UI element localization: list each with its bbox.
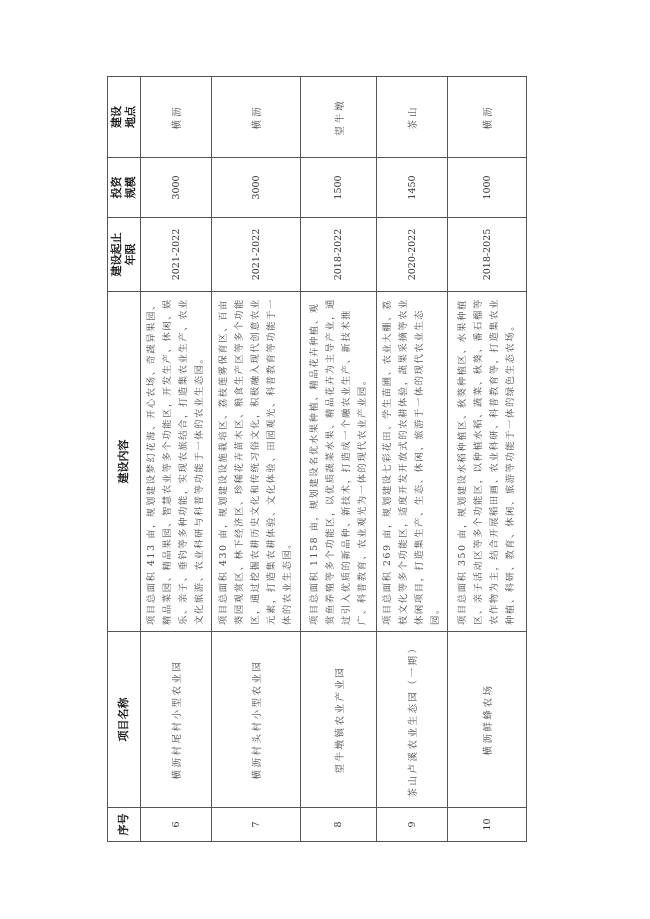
- row-name: 横沥村头村小型农业园: [212, 632, 301, 808]
- row-investment: 3000: [212, 158, 301, 218]
- rotated-table-wrapper: [107, 77, 522, 842]
- row-name: 横沥鲜蜂农场: [448, 632, 527, 808]
- table-row: [141, 77, 212, 842]
- table-row: [212, 77, 301, 842]
- table-row: [377, 77, 448, 842]
- row-index: 6: [141, 808, 212, 842]
- row-period: 2020-2022: [377, 218, 448, 292]
- row-index: 9: [377, 808, 448, 842]
- row-index: 7: [212, 808, 301, 842]
- table-row: [301, 77, 377, 842]
- row-content: 项目总面积 1158 亩，规划建设名优水果种植、精品花卉种植、观赏鱼养殖等多个功能区，以优质蔬菜水果、精品花卉为主导产业，通过引入优质的新品种、新技术，打造成一个融农业生产、新技术推广、科普教育、农业观光为一体的现代农业产业园。: [301, 292, 377, 632]
- row-investment: 3000: [141, 158, 212, 218]
- row-period: 2021-2022: [212, 218, 301, 292]
- row-location: 横沥: [212, 77, 301, 158]
- row-name: 茶山卢溪农业生态园（一期）: [377, 632, 448, 808]
- row-period: 2018-2025: [448, 218, 527, 292]
- row-investment: 1450: [377, 158, 448, 218]
- row-name: 横沥村尾村小型农业园: [141, 632, 212, 808]
- header-location: 建设地点: [108, 77, 141, 158]
- header-investment: 投资规模: [108, 158, 141, 218]
- row-index: 10: [448, 808, 527, 842]
- row-name: 望牛墩镇农业产业园: [301, 632, 377, 808]
- row-content: 项目总面积 430 亩，规划建设设施栽培区、荔枝莲雾保育区、百亩葵园观赏区、林下经济区、珍稀花卉苗木区、粮食生产区等多个功能区，通过挖掘农耕历史文化和传统习俗文化，积极融入现代创意农业元素，打造集农耕体验、文化体验、田园观光、科普教育等功能于一体的农业生态园。: [212, 292, 301, 632]
- row-investment: 1000: [448, 158, 527, 218]
- row-period: 2018-2022: [301, 218, 377, 292]
- header-index: 序号: [108, 808, 141, 842]
- row-content: 项目总面积 269 亩，规划建设七彩花田、学生苗圃、农业大棚、荔枝文化等多个功能区，适度开发开放式的农耕体验，蔬果采摘等农业休闲项目，打造集生产、生态、休闲、旅游于一体的现代农业生态园。: [377, 292, 448, 632]
- row-location: 横沥: [141, 77, 212, 158]
- row-content: 项目总面积 413 亩，规划建设梦幻花海、开心农场、奇蔬异果园、精品菜园、精品果园、智慧农业等多个功能区，开发生产、休闲、娱乐、亲子、垂钓等多种功能，实现农旅结合，打造集农业生产、农业文化旅游、农业科研与科普等功能于一体的农业生态园。: [141, 292, 212, 632]
- row-location: 横沥: [448, 77, 527, 158]
- project-table: [107, 76, 527, 842]
- table-row: [448, 77, 527, 842]
- header-period: 建设起止年限: [108, 218, 141, 292]
- row-location: 茶山: [377, 77, 448, 158]
- header-name: 项目名称: [108, 632, 141, 808]
- header-content: 建设内容: [108, 292, 141, 632]
- row-location: 望牛墩: [301, 77, 377, 158]
- table-header-row: [108, 77, 141, 842]
- row-index: 8: [301, 808, 377, 842]
- row-investment: 1500: [301, 158, 377, 218]
- row-period: 2021-2022: [141, 218, 212, 292]
- row-content: 项目总面积 350 亩，规划建设水稻种植区、秋葵种植区、水果种植区、亲子活动区等多个功能区，以种植水稻、蔬菜、秋葵、番石榴等农作物为主，结合开展稻田画、农业科研、科普教育等，打造集农业种植、科研、教育、休闲、旅游等功能于一体的绿色生态农场。: [448, 292, 527, 632]
